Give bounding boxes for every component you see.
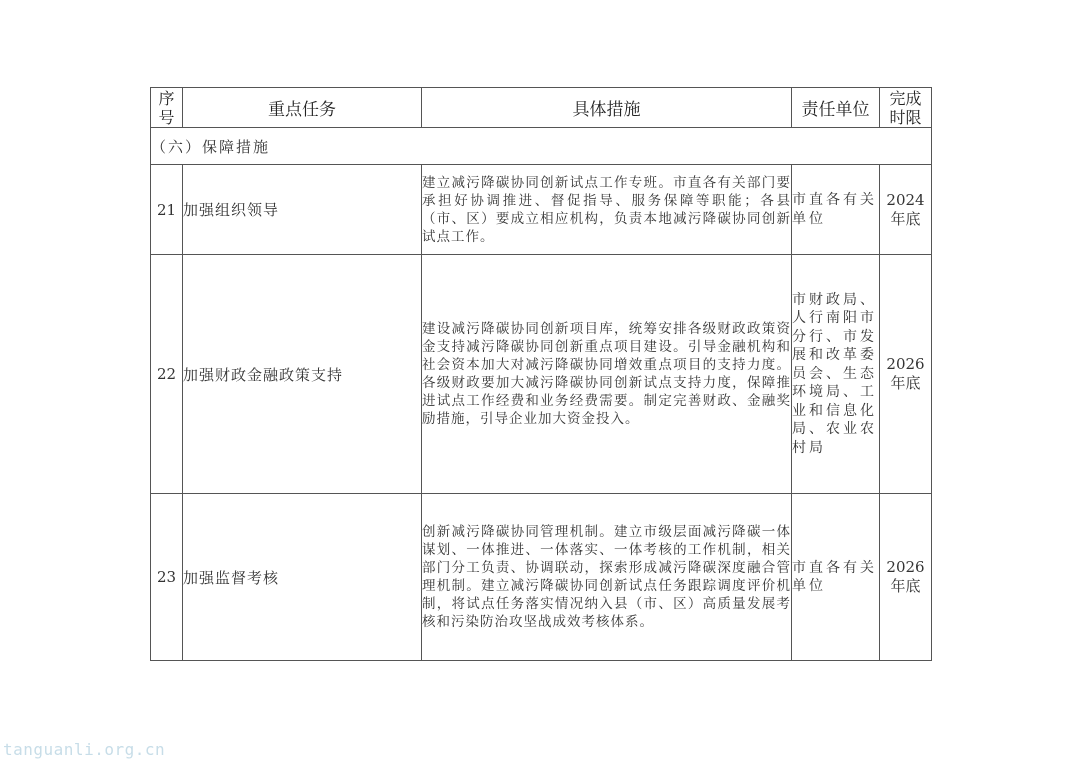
- header-seq-line2: 号: [158, 107, 175, 127]
- row-seq: 23: [151, 494, 183, 661]
- watermark-text: tanguanli.org.cn: [3, 740, 166, 759]
- row-deadline-year: 2024: [886, 190, 925, 209]
- task-table: [150, 87, 932, 661]
- row-unit: 市直各有关单位: [792, 165, 880, 255]
- row-task: 加强监督考核: [183, 494, 422, 661]
- header-task: 重点任务: [183, 88, 422, 128]
- row-deadline-suffix: 年底: [890, 209, 921, 228]
- section-title: （六）保障措施: [151, 128, 932, 165]
- table-row: [151, 494, 932, 661]
- table-row: [151, 255, 932, 494]
- row-measure: 建设减污降碳协同创新项目库，统筹安排各级财政政策资金支持减污降碳协同创新重点项目建设。引导金融机构和社会资本加大对减污降碳协同增效重点项目的支持力度。各级财政要加大减污降碳协同创新试点支持力度，保障推进试点工作经费和业务经费需要。制定完善财政、金融奖励措施，引导企业加大资金投入。: [422, 255, 792, 494]
- header-seq: [151, 88, 183, 128]
- header-deadline-line1: 完成: [889, 88, 922, 108]
- header-deadline-line2: 时限: [889, 107, 922, 127]
- row-seq: 22: [151, 255, 183, 494]
- header-unit: 责任单位: [792, 88, 880, 128]
- section-row: [151, 128, 932, 165]
- table-row: [151, 165, 932, 255]
- row-unit: 市直各有关单位: [792, 494, 880, 661]
- row-measure: 创新减污降碳协同管理机制。建立市级层面减污降碳一体谋划、一体推进、一体落实、一体考核的工作机制，相关部门分工负责、协调联动，探索形成减污降碳深度融合管理机制。建立减污降碳协同创新试点任务跟踪调度评价机制，将试点任务落实情况纳入县（市、区）高质量发展考核和污染防治攻坚战成效考核体系。: [422, 494, 792, 661]
- header-deadline: [880, 88, 932, 128]
- header-measure: 具体措施: [422, 88, 792, 128]
- row-deadline: [880, 494, 932, 661]
- row-seq: 21: [151, 165, 183, 255]
- row-deadline: [880, 165, 932, 255]
- table-header-row: [151, 88, 932, 128]
- row-measure: 建立减污降碳协同创新试点工作专班。市直各有关部门要承担好协调推进、督促指导、服务保障等职能；各县（市、区）要成立相应机构，负责本地减污降碳协同创新试点工作。: [422, 165, 792, 255]
- row-deadline-suffix: 年底: [890, 577, 921, 595]
- row-deadline: [880, 255, 932, 494]
- row-task: 加强组织领导: [183, 165, 422, 255]
- row-deadline-year: 2026: [886, 558, 925, 576]
- header-seq-line1: 序: [158, 88, 175, 108]
- row-unit: 市财政局、人行南阳市分行、市发展和改革委员会、生态环境局、工业和信息化局、农业农村局: [792, 255, 880, 494]
- row-task: 加强财政金融政策支持: [183, 255, 422, 494]
- row-deadline-year: 2026: [886, 355, 925, 373]
- row-deadline-suffix: 年底: [890, 374, 921, 392]
